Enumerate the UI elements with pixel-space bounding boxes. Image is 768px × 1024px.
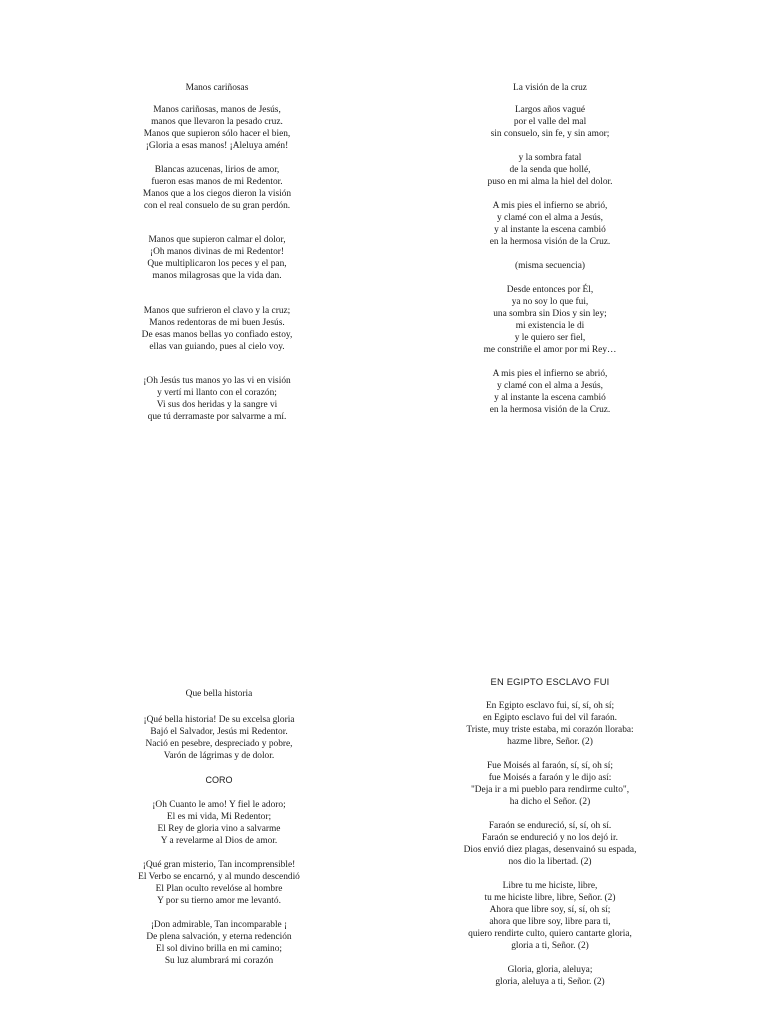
stanza	[67, 305, 367, 353]
verse-line: Dios envió diez plagas, desenvainó su espada,	[463, 845, 637, 855]
verse-line: Manos que supieron calmar el dolor,	[148, 235, 286, 245]
stanza	[69, 919, 369, 967]
verse-line: Blancas azucenas, lirios de amor,	[154, 165, 280, 175]
verse-line: Bajó el Salvador, Jesús mi Redentor.	[150, 727, 288, 737]
verse-line: ¡Oh Jesús tus manos yo las vi en visión	[143, 376, 291, 386]
verse-line: A mis pies el infierno se abrió,	[492, 369, 608, 379]
stanza-chorus	[69, 799, 369, 847]
song-que-bella-historia	[69, 688, 369, 979]
verse-line: en la hermosa visión de la Cruz.	[489, 405, 611, 415]
verse-line: ¡Don admirable, Tan incomparable ¡	[150, 920, 288, 930]
verse-line: Y por su tierno amor me levantó.	[157, 896, 281, 906]
stanza	[400, 368, 700, 416]
stanza	[400, 880, 700, 952]
verse-line: mi existencia le di	[515, 321, 585, 331]
verse-line: con el real consuelo de su gran perdón.	[143, 201, 291, 211]
verse-line: hazme libre, Señor. (2)	[507, 737, 593, 747]
stanza	[69, 859, 369, 907]
verse-line: nos dio la libertad. (2)	[508, 857, 592, 867]
verse-line: ¡Oh manos divinas de mi Redentor!	[149, 247, 285, 257]
verse-line: A mis pies el infierno se abrió,	[492, 201, 608, 211]
verse-line: Manos que a los ciegos dieron la visión	[142, 189, 292, 199]
verse-line: puso en mi alma la hiel del dolor.	[487, 177, 613, 187]
verse-line: Desde entonces por Él,	[506, 285, 594, 295]
verse-line: manos que llevaron la pesado cruz.	[151, 117, 283, 127]
verse-line: y clamé con el alma a Jesús,	[497, 381, 603, 391]
song-manos-carinosas	[67, 82, 367, 435]
verse-line: Su luz alumbrará mi corazón	[164, 956, 274, 966]
verse-line: ha dicho el Señor. (2)	[509, 797, 591, 807]
stanza	[67, 164, 367, 212]
verse-line: Faraón se endureció y no los dejó ir.	[482, 833, 618, 843]
verse-line: gloria a ti, Señor. (2)	[511, 941, 589, 951]
verse-line: Faraón se endureció, sí, sí, oh sí.	[488, 821, 612, 831]
verse-line: fue Moisés a faraón y le dijo así:	[488, 773, 612, 783]
verse-line: manos milagrosas que la vida dan.	[152, 271, 282, 281]
verse-line: Manos que sufrieron el clavo y la cruz;	[143, 306, 291, 316]
verse-line: Largos años vagué	[514, 105, 586, 115]
stanza	[400, 700, 700, 748]
song-title: La visión de la cruz	[513, 83, 587, 93]
verse-line: Gloria, gloria, aleluya;	[507, 965, 593, 975]
verse-line: De esas manos bellas yo confiado estoy,	[141, 330, 293, 340]
verse-line: ellas van guiando, pues al cielo voy.	[149, 342, 285, 352]
verse-line: fueron esas manos de mi Redentor.	[151, 177, 283, 187]
verse-line: quiero rendirte culto, quiero cantarte gloria,	[468, 929, 632, 939]
verse-line: Que multiplicaron los peces y el pan,	[147, 259, 287, 269]
verse-line: ¡Qué gran misterio, Tan incomprensible!	[142, 860, 296, 870]
verse-line: Vi sus dos heridas y la sangre vi	[156, 400, 278, 410]
verse-line: Ahora que libre soy, sí, sí, oh sí;	[489, 905, 611, 915]
stanza	[400, 104, 700, 140]
verse-line: "Deja ir a mi pueblo para rendirme culto",	[470, 785, 630, 795]
verse-line: Y a revelarme al Dios de amor.	[160, 836, 278, 846]
stanza	[400, 284, 700, 356]
verse-line: y vertí mi llanto con el corazón;	[157, 388, 277, 398]
verse-line: ya no soy lo que fui,	[511, 297, 589, 307]
verse-line: ¡Oh Cuanto le amo! Y fiel le adoro;	[152, 800, 286, 810]
verse-line: De plena salvación, y eterna redención	[146, 932, 292, 942]
chorus-label: CORO	[205, 775, 233, 785]
verse-line: y clamé con el alma a Jesús,	[497, 213, 603, 223]
verse-line: Nació en pesebre, despreciado y pobre,	[145, 739, 293, 749]
verse-line: Triste, muy triste estaba, mi corazón lloraba:	[466, 725, 634, 735]
verse-line: me constriñe el amor por mi Rey…	[483, 345, 617, 355]
verse-line: (misma secuencia)	[514, 261, 586, 271]
verse-line: en la hermosa visión de la Cruz.	[489, 237, 611, 247]
stanza	[400, 200, 700, 248]
verse-line: ¡Qué bella historia! De su excelsa gloria	[143, 715, 295, 725]
song-title: Manos cariñosas	[185, 83, 249, 93]
verse-line: y al instante la escena cambió	[494, 393, 606, 403]
verse-line: y al instante la escena cambió	[494, 225, 606, 235]
verse-line: y la sombra fatal	[518, 153, 582, 163]
stanza	[400, 760, 700, 808]
verse-line: gloria, aleluya a ti, Señor. (2)	[495, 977, 605, 987]
song-title: Que bella historia	[185, 689, 253, 699]
verse-line: ¡Gloria a esas manos! ¡Aleluya amén!	[145, 141, 289, 151]
verse-line: El Rey de gloria vino a salvarme	[157, 824, 281, 834]
stanza	[400, 964, 700, 988]
verse-line: tu me hiciste libre, libre, Señor. (2)	[484, 893, 616, 903]
stanza	[400, 820, 700, 868]
verse-line: sin consuelo, sin fe, y sin amor;	[490, 129, 610, 139]
verse-line: Manos que supieron sólo hacer el bien,	[143, 129, 291, 139]
verse-line: que tú derramaste por salvarme a mí.	[147, 412, 287, 422]
verse-line: ahora que libre soy, libre para ti,	[489, 917, 611, 927]
verse-line: Fue Moisés al faraón, sí, sí, oh sí;	[486, 761, 614, 771]
verse-line: En Egipto esclavo fui, sí, sí, oh sí;	[485, 701, 615, 711]
verse-line: El Plan oculto revelóse al hombre	[155, 884, 283, 894]
verse-line: Libre tu me hiciste, libre,	[502, 881, 598, 891]
stanza	[400, 152, 700, 188]
stanza	[67, 375, 367, 423]
verse-line: una sombra sin Dios y sin ley;	[493, 309, 607, 319]
song-title: EN EGIPTO ESCLAVO FUI	[490, 676, 610, 687]
verse-line: y le quiero ser fiel,	[514, 333, 586, 343]
verse-line: Manos cariñosas, manos de Jesús,	[153, 105, 281, 115]
verse-line: El es mi vida, Mi Redentor;	[166, 812, 272, 822]
song-la-vision-de-la-cruz	[400, 82, 700, 428]
verse-line: El Verbo se encarnó, y al mundo descendió	[138, 872, 300, 882]
song-en-egipto-esclavo-fui	[400, 676, 700, 1000]
stanza-note	[400, 260, 700, 272]
verse-line: en Egipto esclavo fui del vil faraón.	[482, 713, 618, 723]
stanza	[67, 104, 367, 152]
verse-line: de la senda que hollé,	[509, 165, 591, 175]
verse-line: Varón de lágrimas y de dolor.	[163, 751, 275, 761]
verse-line: por el valle del mal	[513, 117, 587, 127]
verse-line: El sol divino brilla en mi camino;	[155, 944, 283, 954]
stanza	[67, 234, 367, 282]
verse-line: Manos redentoras de mi buen Jesús.	[149, 318, 285, 328]
stanza	[69, 714, 369, 762]
